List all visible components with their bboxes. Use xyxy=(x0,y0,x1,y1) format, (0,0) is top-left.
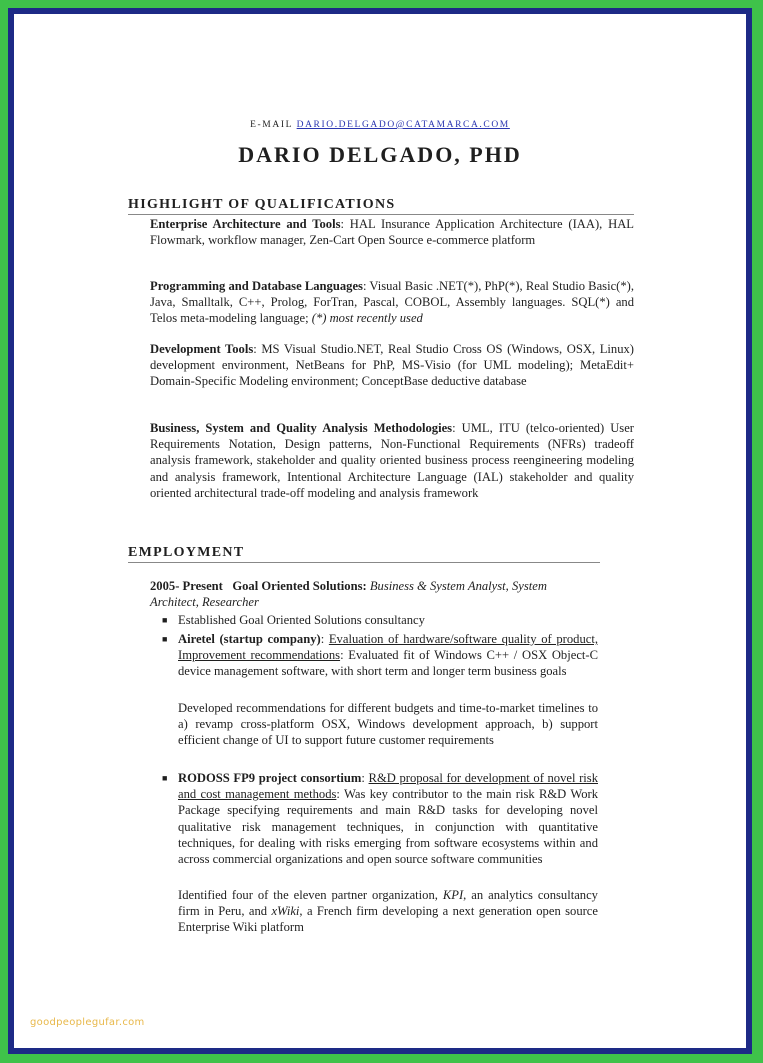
qualification-text: HAL Insurance Application Architecture (IAA), HAL Flowmark, workflow manager, Zen-Cart Open Source e-commerce platform xyxy=(150,217,635,248)
bullet-paragraph: Developed recommendations for different budgets and time-to-market timelines to a) revamp cross-platform OSX, Windows development approach, b) support efficient change of UI to support future customer requirements xyxy=(178,701,598,748)
qualification-title: Enterprise Architecture and Tools xyxy=(150,217,341,231)
job-company: Goal Oriented Solutions: xyxy=(232,579,367,593)
qualifications-heading: HIGHLIGHT OF QUALIFICATIONS xyxy=(128,197,396,212)
qualification-title: Business, System and Quality Analysis Methodologies xyxy=(150,421,453,435)
qualification-item: Programming and Database Languages: Visual Basic .NET(*), PhP(*), Real Studio Basic(*), Java, Smalltalk, C++, Prolog, ForTran, Pascal, COBOL, Assembly languages. SQL(*) and Telos meta-modeling language; (*) most recently used xyxy=(150,279,634,326)
bullet-link: Evaluation of hardware/software quality of product, Improvement recommendations xyxy=(178,632,598,663)
section-divider xyxy=(128,214,634,215)
bullet-text: Established Goal Oriented Solutions consultancy xyxy=(178,613,425,627)
section-divider xyxy=(128,562,600,563)
email-label: E-MAIL xyxy=(250,120,293,130)
bullet-title: Airetel (startup company) xyxy=(178,632,321,646)
watermark: goodpeoplegufar.com xyxy=(30,1017,145,1028)
bullet-marker: ■ xyxy=(162,634,168,644)
qualification-text: UML, ITU (telco-oriented) User Requirements Notation, Design patterns, Non-Functional Requirements (NFRs) tradeoff analysis framework, stakeholder and quality oriented business process reengineering modeling and analysis framework, Intentional Architecture Language (IAL) stakeholder and quality oriented architectural trade-off modeling and analysis framework xyxy=(150,421,634,500)
job-role: Business & System Analyst, System Architect, Researcher xyxy=(150,579,547,610)
bullet-marker: ■ xyxy=(162,615,168,625)
resume-page xyxy=(14,14,746,1048)
bullet-text: RODOSS FP9 project consortium: R&D proposal for development of novel risk and cost management methods: Was key contributor to the main risk R&D Work Package specifying requirements and main R&D tasks for developing novel qualitative risk management techniques, in conjunction with quantitative techniques, for dealing with risks emerging from software ecosystems within and across commercial organizations and open source software communities xyxy=(178,771,598,867)
qualification-item: Enterprise Architecture and Tools: HAL Insurance Application Architecture (IAA), HAL Flowmark, workflow manager, Zen-Cart Open Source e-commerce platform xyxy=(150,217,635,248)
qualification-title: Programming and Database Languages xyxy=(150,279,363,293)
qualification-note: (*) most recently used xyxy=(311,311,423,326)
employment-heading: EMPLOYMENT xyxy=(128,545,245,560)
bullet-text: Airetel (startup company): Evaluation of hardware/software quality of product, Improvement recommendations: Evaluated fit of Windows C++ / OSX Object-C device management software, with short term and longer term business goals xyxy=(178,632,599,679)
bullet-paragraph xyxy=(178,887,598,936)
job-period: 2005- Present xyxy=(150,579,223,593)
email-link[interactable]: DARIO.DELGADO@CATAMARCA.COM xyxy=(296,120,510,130)
qualification-text: Visual Basic .NET(*), PhP(*), Real Studio Basic(*), Java, Smalltalk, C++, Prolog, ForTran, Pascal, COBOL, Assembly languages. SQL(*) and Telos meta-modeling language; xyxy=(150,279,634,326)
qualification-title: Development Tools xyxy=(150,342,254,356)
qualification-item: Business, System and Quality Analysis Methodologies: UML, ITU (telco-oriented) User Requirements Notation, Design patterns, Non-Functional Requirements (NFRs) tradeoff analysis framework, stakeholder and quality oriented business process reengineering modeling and analysis framework, Intentional Architecture Language (IAL) stakeholder and quality oriented architectural trade-off modeling and analysis framework xyxy=(150,421,634,500)
email-line xyxy=(14,120,746,130)
bullet-link: R&D proposal for development of novel risk and cost management methods xyxy=(178,771,598,802)
paragraph-emphasis: KPI xyxy=(442,888,464,902)
page-title: DARIO DELGADO, PHD xyxy=(238,142,522,167)
qualification-item: Development Tools: MS Visual Studio.NET, Real Studio Cross OS (Windows, OSX, Linux) development environment, NetBeans for PhP, MS-Visio (for UML modeling); MetaEdit+ Domain-Specific Modeling environment; ConceptBase deductive database xyxy=(150,342,634,389)
bullet-body: Was key contributor to the main risk R&D Work Package specifying requirements and main R&D tasks for developing novel qualitative risk management techniques, in conjunction with quantitative techniques, for dealing with risks emerging from software ecosystems within and across commercial organizations and open source software communities xyxy=(178,787,598,867)
paragraph-text: , a French firm developing a next generation open source Enterprise Wiki platform xyxy=(178,904,598,935)
bullet-marker: ■ xyxy=(162,773,168,783)
bullet-title: RODOSS FP9 project consortium xyxy=(178,771,362,785)
paragraph-text: , an analytics consultancy firm in Peru, and xyxy=(178,888,598,919)
paragraph-emphasis: xWiki xyxy=(271,904,300,919)
qualification-text: MS Visual Studio.NET, Real Studio Cross OS (Windows, OSX, Linux) development environment, NetBeans for PhP, MS-Visio (for UML modeling); MetaEdit+ Domain-Specific Modeling environment; ConceptBase deductive database xyxy=(150,342,634,389)
job-entry xyxy=(150,578,590,610)
bullet-body: Evaluated fit of Windows C++ / OSX Object-C device management software, with short term and longer term business goals xyxy=(178,648,599,679)
paragraph-text: Identified four of the eleven partner organization, xyxy=(178,888,438,902)
